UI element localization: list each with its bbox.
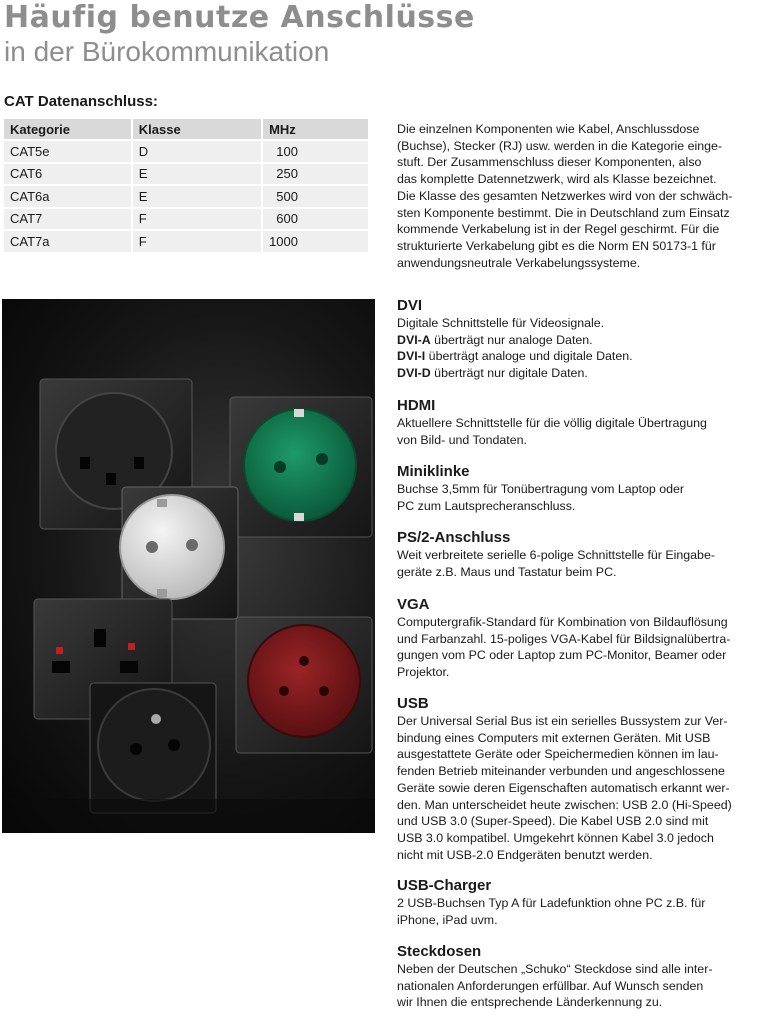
text-line: bindung eines Computers mit externen Geräten. Mit USB	[397, 730, 711, 745]
text-line: Aktuellere Schnittstelle für die völlig digitale Übertragung	[397, 416, 707, 430]
text-line: Der Universal Serial Bus ist ein serielles Bussystem zur Ver-	[397, 714, 728, 728]
table-cell-kategorie: CAT6	[4, 163, 132, 186]
section-steckdosen	[397, 943, 769, 1011]
socket-black-icon	[90, 683, 216, 813]
column-header-mhz: MHz	[262, 119, 369, 140]
term-text: überträgt nur digitale Daten.	[430, 366, 588, 381]
section-hdmi	[397, 397, 769, 448]
text-line: USB 3.0 kompatibel. Umgekehrt können Kabel 3.0 jedoch	[397, 830, 714, 845]
section-miniklinke	[397, 463, 769, 514]
text-line: Digitale Schnittstelle für Videosignale.	[397, 316, 605, 330]
sockets-photo	[2, 299, 375, 833]
text-line: PC zum Lautsprecheranschluss.	[397, 498, 576, 513]
term-text: überträgt analoge und digitale Daten.	[425, 349, 633, 364]
text-line: nationalen Anforderungen erfüllbar. Auf Wunsch senden	[397, 978, 704, 993]
cat-intro-text	[397, 121, 769, 271]
term-dvi-a: DVI-A	[397, 332, 431, 347]
table-row	[4, 140, 369, 163]
text-line: Geräte sowie deren Eigenschaften automatisch erkannt wer-	[397, 780, 730, 795]
socket-green-icon	[230, 397, 372, 537]
table-cell-kategorie: CAT7a	[4, 230, 132, 252]
term-text: überträgt nur analoge Daten.	[430, 332, 593, 347]
text-line: iPhone, iPad uvm.	[397, 912, 498, 927]
cat-table	[4, 119, 370, 252]
text-line: den. Man unterscheidet heute zwischen: USB 2.0 (Hi-Speed)	[397, 797, 732, 812]
table-cell-kategorie: CAT5e	[4, 140, 132, 163]
table-cell-mhz: 1000	[262, 230, 369, 252]
table-cell-klasse: F	[132, 230, 262, 252]
section-title: Steckdosen	[397, 943, 482, 960]
text-line: nicht mit USB-2.0 Endgeräten benutzt werden.	[397, 847, 653, 862]
text-line: Projektor.	[397, 665, 450, 680]
text-line: geräte z.B. Maus und Tastatur beim PC.	[397, 564, 617, 579]
text-line: Buchse 3,5mm für Tonübertragung vom Laptop oder	[397, 482, 684, 496]
table-row	[4, 163, 369, 186]
table-cell-kategorie: CAT7	[4, 208, 132, 231]
table-cell-kategorie: CAT6a	[4, 185, 132, 208]
table-cell-mhz: 500	[262, 185, 369, 208]
table-header-row	[4, 119, 369, 140]
text-line: sten Komponente bestimmt. Die in Deutschland zum Einsatz	[397, 205, 730, 220]
text-line: 2 USB-Buchsen Typ A für Ladefunktion ohne PC z.B. für	[397, 896, 706, 910]
text-line: anwendungsneutrale Verkabelungssysteme.	[397, 255, 641, 270]
text-line: wir Ihnen die entsprechende Länderkennung zu.	[397, 995, 663, 1010]
table-row	[4, 208, 369, 231]
term-dvi-i: DVI-I	[397, 349, 426, 364]
text-line	[397, 348, 769, 365]
section-title: USB	[397, 695, 429, 712]
text-line: strukturierte Verkabelung gibt es die Norm EN 50173-1 für	[397, 238, 716, 253]
text-line: ausgestattete Geräte oder Speichermedien können im lau-	[397, 747, 719, 762]
section-dvi	[397, 297, 769, 382]
text-line: kommende Verkabelung ist in der Regel geschirmt. Für die	[397, 222, 720, 237]
table-cell-mhz: 250	[262, 163, 369, 186]
text-line: von Bild- und Tondaten.	[397, 432, 527, 447]
text-line: Weit verbreitete serielle 6-polige Schnittstelle für Eingabe-	[397, 548, 715, 562]
text-line: das komplette Datennetzwerk, wird als Klasse bezeichnet.	[397, 172, 717, 187]
section-title: Miniklinke	[397, 463, 470, 480]
text-line: stuft. Der Zusammenschluss dieser Komponenten, also	[397, 155, 702, 170]
table-row	[4, 185, 369, 208]
page-subtitle: in der Bürokommunikation	[4, 36, 330, 67]
text-line: Die einzelnen Komponenten wie Kabel, Anschlussdose	[397, 122, 700, 136]
column-header-kategorie: Kategorie	[4, 119, 132, 140]
term-dvi-d: DVI-D	[397, 366, 431, 381]
section-vga	[397, 596, 769, 681]
table-cell-klasse: E	[132, 163, 262, 186]
table-cell-mhz: 100	[262, 140, 369, 163]
section-usb	[397, 695, 769, 863]
text-line: gungen vom PC oder Laptop zum PC-Monitor, Beamer oder	[397, 648, 727, 663]
text-line	[397, 332, 769, 349]
section-ps2	[397, 529, 769, 580]
text-line: Computergrafik-Standard für Kombination von Bildauflösung	[397, 615, 728, 629]
table-cell-mhz: 600	[262, 208, 369, 231]
text-line: und USB 3.0 (Super-Speed). Die Kabel USB 2.0 sind mit	[397, 814, 709, 829]
text-line: Neben der Deutschen „Schuko“ Steckdose sind alle inter-	[397, 962, 713, 976]
cat-heading: CAT Datenanschluss:	[4, 93, 158, 110]
section-title: DVI	[397, 297, 423, 314]
text-line: und Farbanzahl. 15-poliges VGA-Kabel für Bildsignalübertra-	[397, 631, 731, 646]
section-title: PS/2-Anschluss	[397, 529, 511, 546]
table-cell-klasse: F	[132, 208, 262, 231]
text-line: Die Klasse des gesamten Netzwerkes wird von der schwäch-	[397, 188, 733, 203]
table-cell-klasse: E	[132, 185, 262, 208]
table-cell-klasse: D	[132, 140, 262, 163]
table-row	[4, 230, 369, 252]
section-title: HDMI	[397, 397, 436, 414]
section-title: VGA	[397, 596, 430, 613]
page-title: Häufig benutze Anschlüsse	[4, 0, 475, 35]
socket-red-icon	[236, 617, 372, 753]
section-title: USB-Charger	[397, 877, 492, 894]
column-header-klasse: Klasse	[132, 119, 262, 140]
text-line: fenden Betrieb miteinander verbunden und angeschlossene	[397, 764, 725, 779]
text-line: (Buchse), Stecker (RJ) usw. werden in die Kategorie einge-	[397, 138, 723, 153]
section-usb-charger	[397, 877, 769, 928]
text-line	[397, 365, 769, 382]
